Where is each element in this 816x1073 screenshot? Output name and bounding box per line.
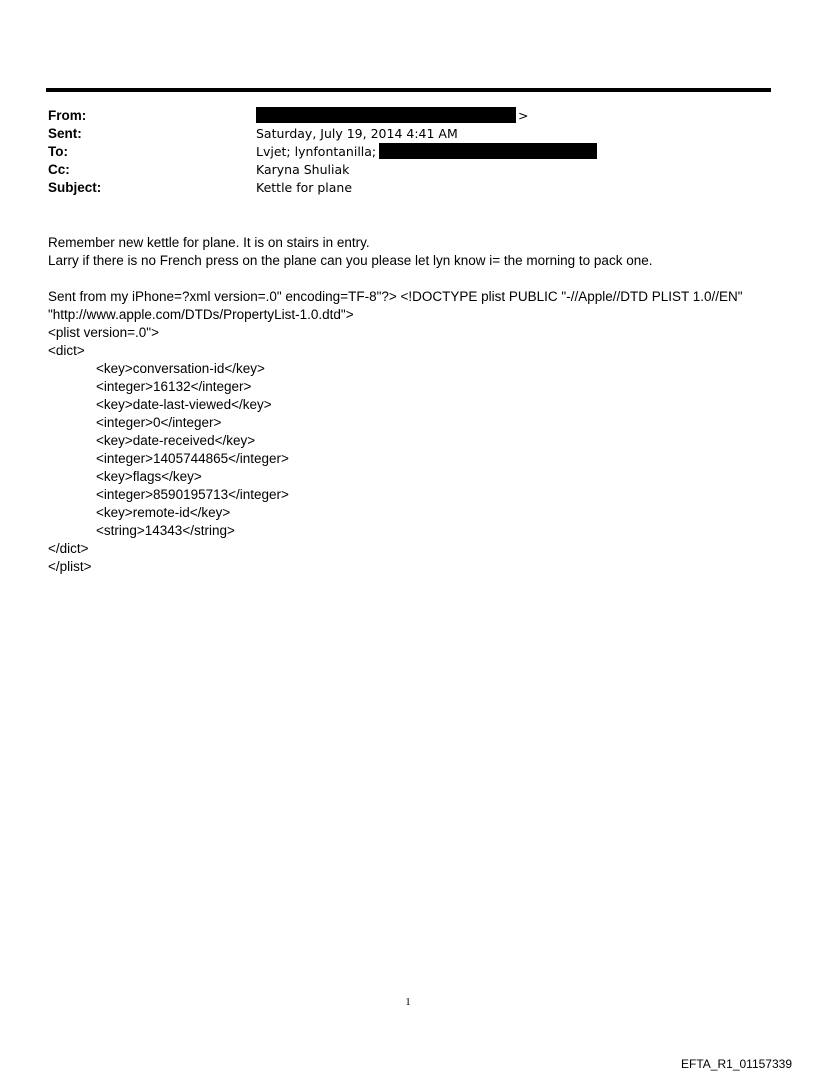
to-label: To: (48, 144, 68, 159)
sent-label: Sent: (48, 126, 82, 141)
body-line: <plist version=.0"> (48, 325, 159, 340)
body-line: Larry if there is no French press on the plane can you please let lyn know i= the morning to pack one. (48, 253, 653, 268)
to-value (256, 143, 597, 161)
body-line: Remember new kettle for plane. It is on stairs in entry. (48, 235, 370, 250)
email-body (48, 234, 778, 576)
subject-row (48, 179, 768, 197)
from-row (48, 107, 768, 125)
dict-line: <string>14343</string> (96, 523, 235, 538)
dict-line: <key>date-last-viewed</key> (96, 397, 272, 412)
from-value (256, 107, 528, 125)
top-divider (46, 88, 771, 92)
cc-label: Cc: (48, 162, 70, 177)
dict-line: <integer>1405744865</integer> (96, 451, 289, 466)
dict-line: <integer>0</integer> (96, 415, 222, 430)
to-row (48, 143, 768, 161)
dict-line: <key>conversation-id</key> (96, 361, 265, 376)
document-id: EFTA_R1_01157339 (681, 1057, 792, 1071)
to-recipients: Lvjet; lynfontanilla; (256, 144, 377, 159)
dict-line: <key>flags</key> (96, 469, 202, 484)
redaction-bar (379, 143, 597, 159)
body-line: <dict> (48, 343, 85, 358)
from-suffix: > (518, 108, 529, 123)
cc-value: Karyna Shuliak (256, 162, 350, 177)
dict-line: <key>date-received</key> (96, 433, 256, 448)
email-header (48, 107, 768, 197)
subject-label: Subject: (48, 180, 102, 195)
dict-line: <integer>8590195713</integer> (96, 487, 289, 502)
redaction-bar (256, 107, 516, 123)
sent-value: Saturday, July 19, 2014 4:41 AM (256, 126, 458, 141)
subject-value: Kettle for plane (256, 180, 353, 195)
dict-line: <key>remote-id</key> (96, 505, 231, 520)
body-line: </dict> (48, 541, 89, 556)
page-number: 1 (405, 996, 411, 1008)
from-label: From: (48, 108, 87, 123)
body-line: </plist> (48, 559, 92, 574)
body-line: "http://www.apple.com/DTDs/PropertyList-1.0.dtd"> (48, 307, 354, 322)
dict-line: <integer>16132</integer> (96, 379, 252, 394)
body-line: Sent from my iPhone=?xml version=.0" encoding=TF-8"?> <!DOCTYPE plist PUBLIC "-//Apple//DTD PLIST 1.0//EN" (48, 289, 743, 304)
cc-row (48, 161, 768, 179)
sent-row (48, 125, 768, 143)
